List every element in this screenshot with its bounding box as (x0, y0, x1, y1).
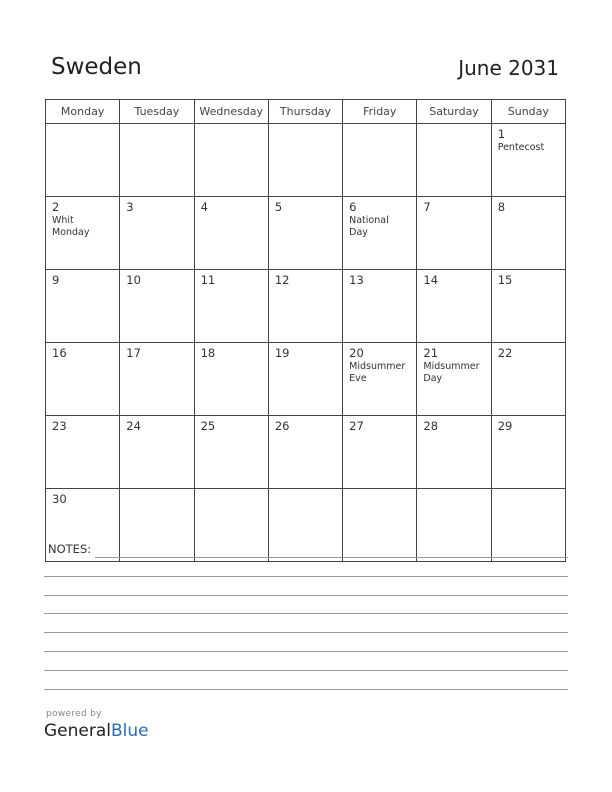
day-number: 15 (497, 273, 513, 287)
day-cell (343, 416, 417, 489)
day-number: 27 (349, 419, 364, 433)
day-number: 21 (423, 346, 439, 360)
day-cell (268, 270, 342, 343)
weekday-header: Wednesday (194, 100, 268, 124)
day-number: 4 (200, 200, 208, 214)
day-cell (120, 343, 194, 416)
day-number: 12 (274, 273, 290, 287)
notes-line (44, 651, 568, 652)
week-row (46, 416, 566, 489)
day-cell (417, 343, 491, 416)
day-cell (120, 197, 194, 270)
holiday-label: Midsummer Eve (349, 361, 406, 384)
day-number: 18 (200, 346, 216, 360)
day-number: 8 (497, 200, 506, 214)
day-number: 11 (200, 273, 216, 287)
day-number: 25 (200, 419, 216, 433)
day-cell (268, 416, 342, 489)
month-title: June 2031 (458, 56, 559, 80)
notes-line (95, 557, 568, 558)
notes-line (44, 576, 568, 577)
week-row (46, 124, 566, 197)
day-number: 2 (52, 200, 60, 214)
day-cell (194, 416, 268, 489)
day-number: 17 (126, 346, 141, 360)
day-number: 1 (497, 127, 506, 141)
day-number: 29 (497, 419, 513, 433)
day-number: 13 (349, 273, 364, 287)
notes-label: NOTES: (48, 542, 92, 556)
day-cell (194, 343, 268, 416)
day-cell (194, 270, 268, 343)
holiday-label: Pentecost (497, 142, 545, 153)
notes-line (44, 595, 568, 596)
day-number: 30 (52, 492, 67, 506)
weekday-header: Saturday (417, 100, 491, 124)
day-cell (343, 270, 417, 343)
country-title: Sweden (51, 54, 142, 80)
calendar-grid (45, 99, 566, 562)
weekday-header: Tuesday (120, 100, 194, 124)
notes-line (44, 670, 568, 671)
day-number: 16 (52, 346, 67, 360)
brand-logo (44, 721, 149, 741)
week-row (46, 343, 566, 416)
day-cell (268, 489, 342, 562)
holiday-label: Midsummer Day (423, 361, 480, 384)
day-cell (491, 489, 565, 562)
notes-line (44, 632, 568, 633)
day-number: 10 (126, 273, 141, 287)
day-number: 14 (423, 273, 439, 287)
day-cell (491, 270, 565, 343)
day-number: 26 (274, 419, 290, 433)
holiday-label: National Day (349, 215, 389, 238)
day-number: 9 (52, 273, 60, 287)
day-cell (46, 197, 120, 270)
day-cell (194, 197, 268, 270)
day-cell (417, 489, 491, 562)
week-row (46, 270, 566, 343)
day-cell (417, 416, 491, 489)
day-cell (268, 197, 342, 270)
day-cell (491, 343, 565, 416)
weekday-header: Monday (46, 100, 120, 124)
day-number: 6 (349, 200, 357, 214)
day-cell (46, 124, 120, 197)
weekday-header: Sunday (491, 100, 565, 124)
day-number: 23 (52, 419, 67, 433)
day-cell (46, 416, 120, 489)
day-cell (343, 343, 417, 416)
day-cell (417, 124, 491, 197)
weekday-header: Friday (343, 100, 417, 124)
day-number: 24 (126, 419, 141, 433)
day-number: 22 (497, 346, 513, 360)
week-row (46, 489, 566, 562)
weekday-header-row (46, 100, 566, 124)
holiday-label: Whit Monday (52, 215, 90, 238)
notes-line (44, 613, 568, 614)
day-cell (417, 197, 491, 270)
brand-name-part1: General (44, 721, 111, 741)
day-number: 28 (423, 419, 439, 433)
day-cell (120, 124, 194, 197)
day-cell (120, 416, 194, 489)
week-row (46, 197, 566, 270)
powered-by-text: powered by (46, 709, 102, 719)
weekday-header: Thursday (268, 100, 342, 124)
day-cell (120, 270, 194, 343)
day-cell (46, 343, 120, 416)
day-number: 19 (274, 346, 290, 360)
day-cell (343, 489, 417, 562)
day-cell (491, 416, 565, 489)
notes-line (44, 689, 568, 690)
day-cell (343, 124, 417, 197)
day-cell (343, 197, 417, 270)
day-cell (491, 197, 565, 270)
day-cell (268, 124, 342, 197)
day-cell (268, 343, 342, 416)
day-cell (120, 489, 194, 562)
day-number: 5 (274, 200, 283, 214)
day-cell (417, 270, 491, 343)
day-cell (491, 124, 565, 197)
day-number: 3 (126, 200, 134, 214)
day-cell (194, 489, 268, 562)
day-cell (46, 270, 120, 343)
day-number: 7 (423, 200, 431, 214)
day-number: 20 (349, 346, 364, 360)
day-cell (194, 124, 268, 197)
brand-name-part2: Blue (111, 721, 149, 741)
